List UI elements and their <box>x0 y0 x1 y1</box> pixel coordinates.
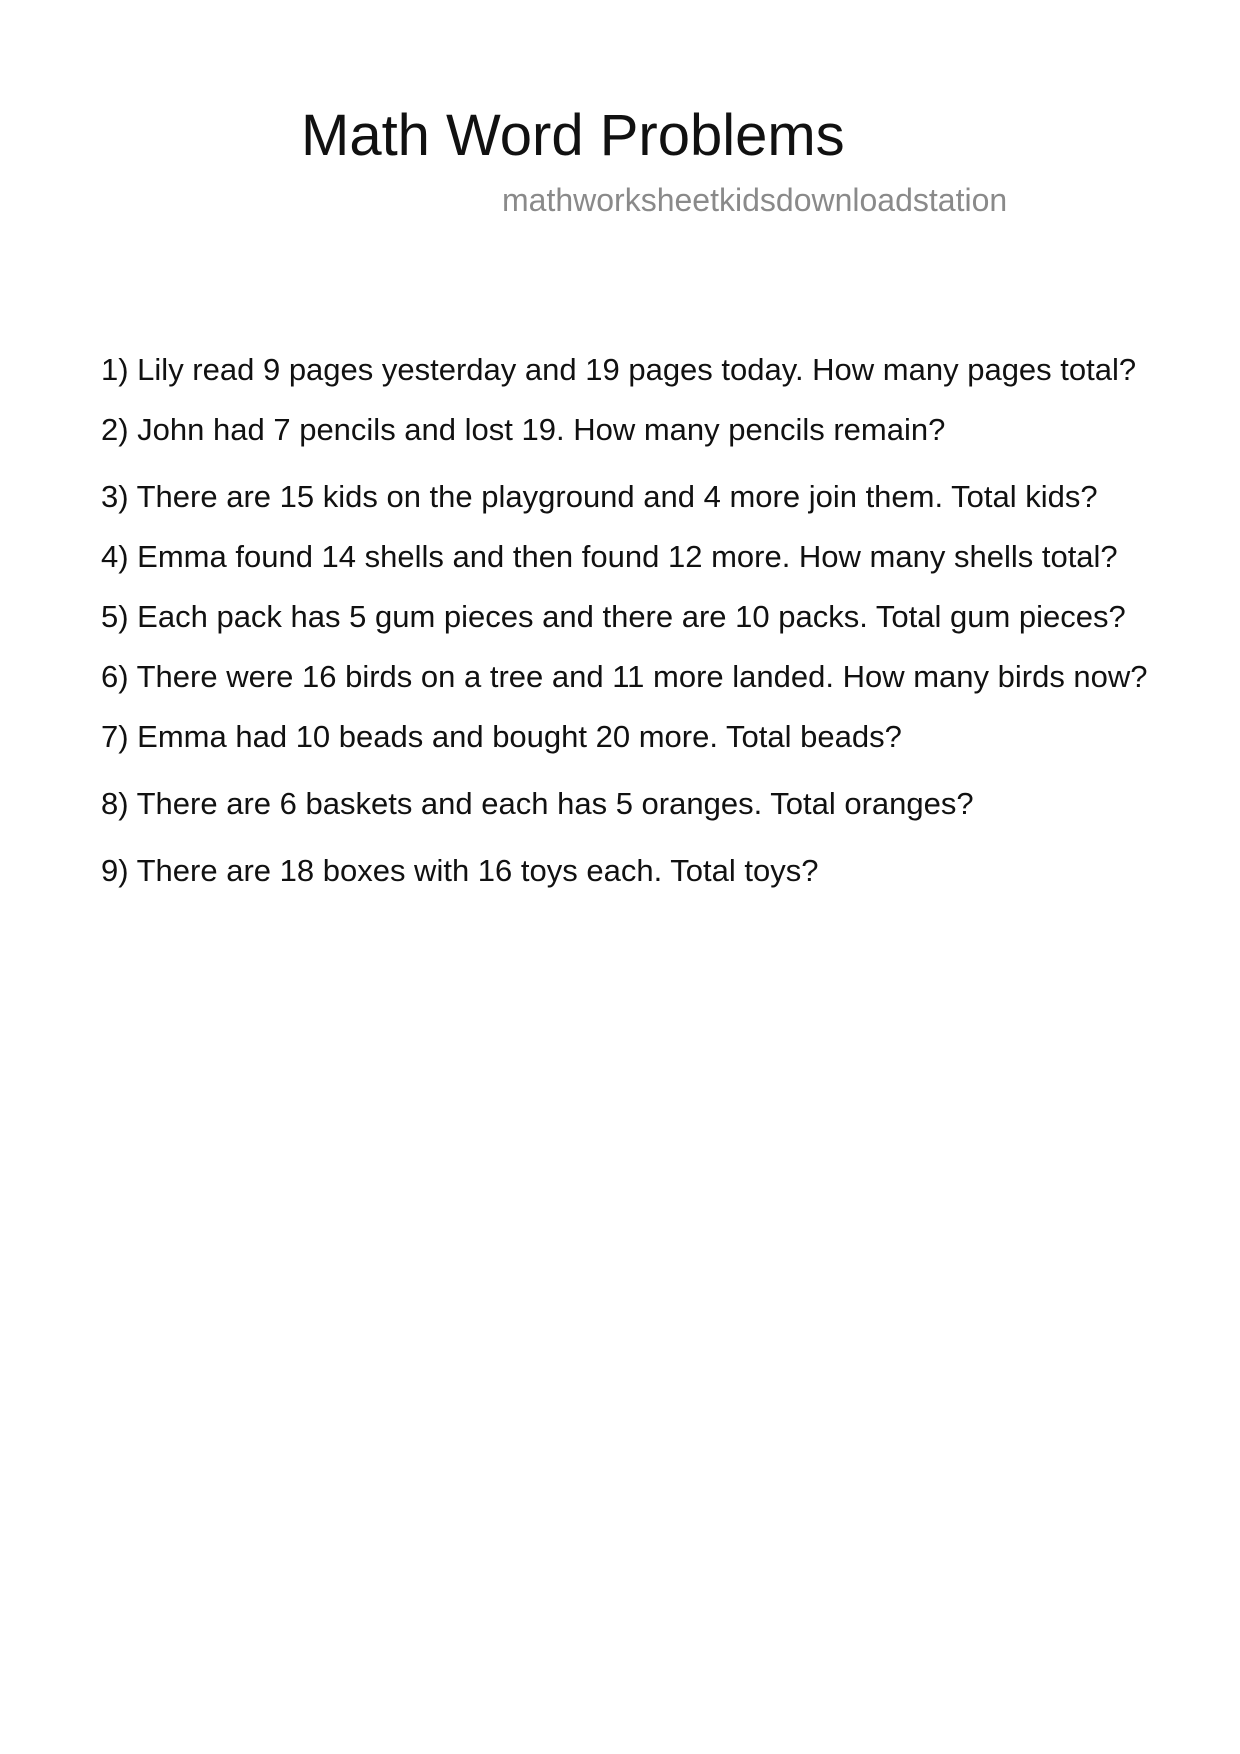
problem-list <box>101 349 1161 917</box>
problem-item: 6) There were 16 birds on a tree and 11 more landed. How many birds now? <box>101 659 1148 694</box>
source-label: mathworksheetkidsdownloadstation <box>502 182 1008 218</box>
problem-item: 4) Emma found 14 shells and then found 12 more. How many shells total? <box>101 539 1118 574</box>
problem-item: 5) Each pack has 5 gum pieces and there are 10 packs. Total gum pieces? <box>101 599 1126 634</box>
problem-item: 9) There are 18 boxes with 16 toys each. Total toys? <box>101 853 819 888</box>
problem-item: 1) Lily read 9 pages yesterday and 19 pages today. How many pages total? <box>101 352 1137 387</box>
problem-item: 8) There are 6 baskets and each has 5 oranges. Total oranges? <box>101 786 974 821</box>
problem-item: 7) Emma had 10 beads and bought 20 more. Total beads? <box>101 719 902 754</box>
problem-item: 3) There are 15 kids on the playground and 4 more join them. Total kids? <box>101 479 1098 514</box>
page-title: Math Word Problems <box>301 103 845 168</box>
problem-item: 2) John had 7 pencils and lost 19. How many pencils remain? <box>101 412 946 447</box>
